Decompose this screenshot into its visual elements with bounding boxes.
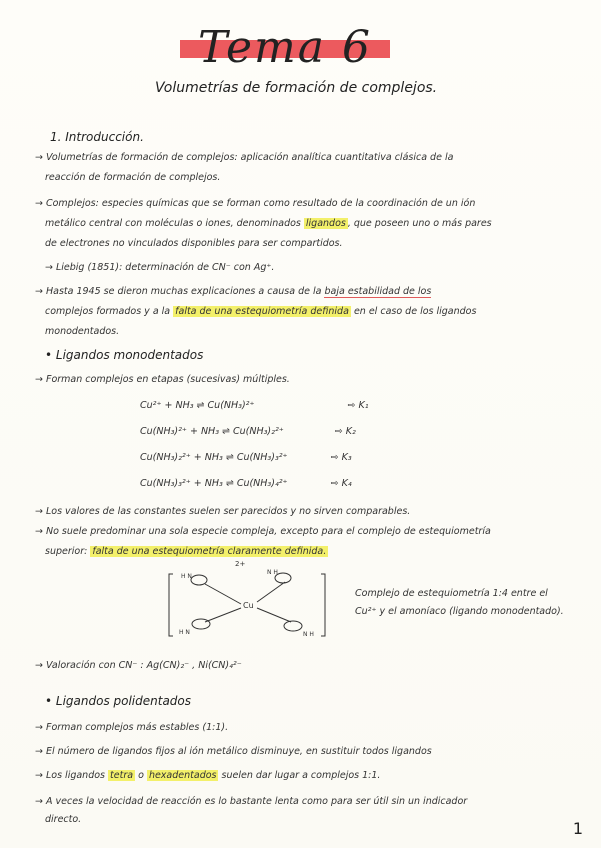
- arrow-icon: ⇨: [334, 426, 343, 437]
- arrow-icon: ⇨: [330, 478, 339, 489]
- structure-caption: Complejo de estequiometría 1:4 entre el: [355, 588, 548, 599]
- charge-label: 2+: [235, 560, 246, 568]
- intro-line: [45, 306, 476, 317]
- structure-caption: Cu²⁺ y el amoníaco (ligando monodentado).: [355, 606, 564, 617]
- page-title: Tema 6: [198, 22, 372, 73]
- section-monodentados-heading: • Ligandos monodentados: [45, 348, 204, 362]
- cu-ammonia-complex-svg: [165, 556, 335, 646]
- highlight-falta-estequiometria-definida: falta de una estequiometría claramente definida.: [92, 546, 327, 557]
- highlight-hexadentados: hexadentados: [148, 770, 217, 781]
- equation: Cu²⁺ + NH₃ ⇌ Cu(NH₃)²⁺: [140, 400, 255, 411]
- page-subtitle: Volumetrías de formación de complejos.: [155, 80, 438, 96]
- intro-line: reacción de formación de complejos.: [45, 172, 221, 183]
- intro-text: , que poseen uno o más pares: [347, 218, 492, 229]
- mono-intro: → Forman complejos en etapas (sucesivas) múltiples.: [35, 374, 290, 385]
- intro-line: → Liebig (1851): determinación de CN⁻ con Ag⁺.: [45, 262, 275, 273]
- svg-text:H N: H N: [181, 573, 192, 580]
- highlight-falta-estequiometria: falta de una estequiometría definida: [175, 306, 349, 317]
- intro-text: → Hasta 1945 se dieron muchas explicaciones a causa de la: [35, 286, 322, 297]
- highlight-tetra: tetra: [110, 770, 134, 781]
- equilibrium-constant: K₂: [345, 426, 356, 437]
- section-introduction-heading: 1. Introducción.: [50, 130, 144, 144]
- intro-line: [35, 286, 431, 297]
- equilibrium-constant: K₄: [341, 478, 352, 489]
- poly-line: → El número de ligandos fijos al ión metálico disminuye, en sustituir todos ligandos: [35, 746, 432, 757]
- mono-line: → Los valores de las constantes suelen ser parecidos y no sirven comparables.: [35, 506, 411, 517]
- poly-text: → Los ligandos: [35, 770, 105, 781]
- poly-text: o: [138, 770, 144, 781]
- equation-row: [140, 426, 356, 437]
- intro-line: monodentados.: [45, 326, 120, 337]
- poly-line: → A veces la velocidad de reacción es lo bastante lenta como para ser útil sin un indicador: [35, 796, 468, 807]
- equation-row: [140, 400, 369, 411]
- equation: Cu(NH₃)₃²⁺ + NH₃ ⇌ Cu(NH₃)₄²⁺: [140, 478, 288, 489]
- intro-line: → Complejos: especies químicas que se forman como resultado de la coordinación de un ión: [35, 198, 476, 209]
- intro-line: de electrones no vinculados disponibles para ser compartidos.: [45, 238, 343, 249]
- poly-text: suelen dar lugar a complejos 1:1.: [221, 770, 381, 781]
- equation-row: [140, 478, 352, 489]
- cn-valuation-line: → Valoración con CN⁻ : Ag(CN)₂⁻ , Ni(CN)₄²⁻: [35, 660, 242, 671]
- arrow-icon: ⇨: [347, 400, 356, 411]
- svg-text:N H: N H: [267, 569, 278, 576]
- intro-line: [45, 218, 492, 229]
- equation: Cu(NH₃)²⁺ + NH₃ ⇌ Cu(NH₃)₂²⁺: [140, 426, 284, 437]
- mono-text: superior:: [45, 546, 88, 557]
- svg-text:H N: H N: [179, 629, 190, 636]
- intro-line: → Volumetrías de formación de complejos: aplicación analítica cuantitativa clásica de la: [35, 152, 454, 163]
- equation: Cu(NH₃)₂²⁺ + NH₃ ⇌ Cu(NH₃)₃²⁺: [140, 452, 288, 463]
- intro-text: metálico central con moléculas o iones, denominados: [45, 218, 301, 229]
- equilibrium-constant: K₁: [358, 400, 369, 411]
- poly-line: [35, 770, 380, 781]
- svg-text:Cu: Cu: [243, 601, 254, 610]
- arrow-icon: ⇨: [330, 452, 339, 463]
- complex-structure-drawing: [165, 556, 335, 646]
- svg-text:N H: N H: [303, 631, 314, 638]
- title-block: [180, 18, 390, 78]
- section-polidentados-heading: • Ligandos polidentados: [45, 694, 192, 708]
- underline-baja-estabilidad: baja estabilidad de los: [324, 286, 432, 297]
- equilibrium-constant: K₃: [341, 452, 352, 463]
- poly-line: → Forman complejos más estables (1:1).: [35, 722, 229, 733]
- mono-line: → No suele predominar una sola especie compleja, excepto para el complejo de estequiometría: [35, 526, 491, 537]
- equation-row: [140, 452, 352, 463]
- intro-text: en el caso de los ligandos: [353, 306, 477, 317]
- highlight-ligandos: ligandos: [305, 218, 346, 229]
- page-number: 1: [572, 819, 583, 838]
- poly-line: directo.: [45, 814, 82, 825]
- intro-text: complejos formados y a la: [45, 306, 171, 317]
